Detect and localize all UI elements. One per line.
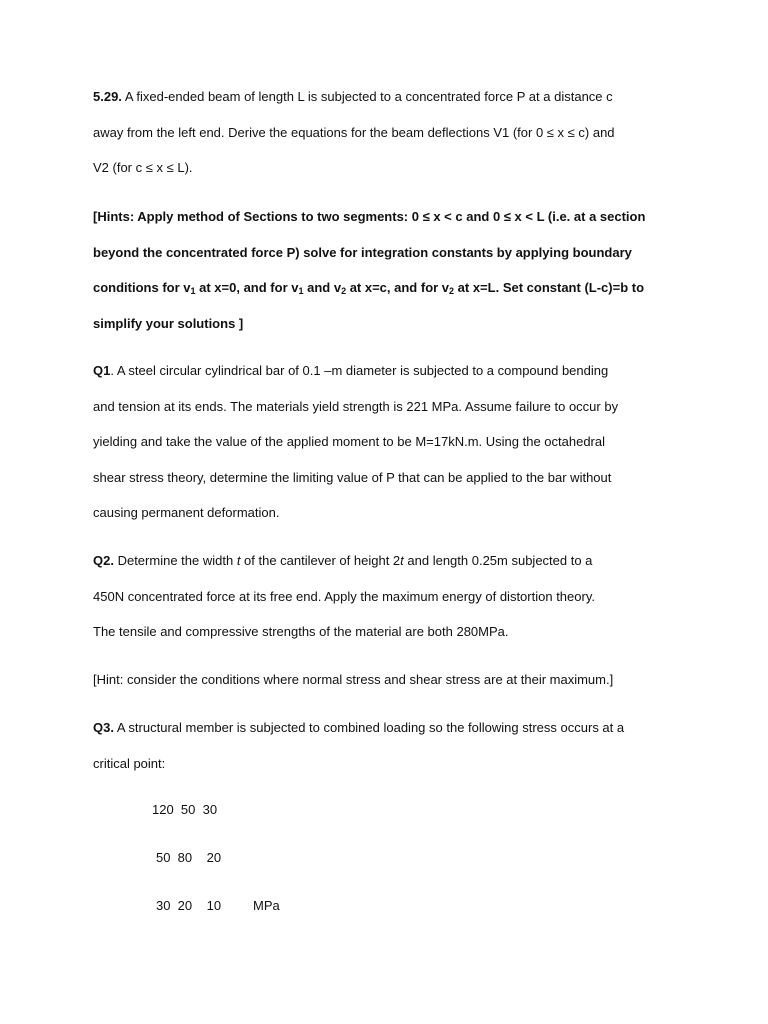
hints-line-1: [Hints: Apply method of Sections to two segments: 0 ≤ x < c and 0 ≤ x < L (i.e. at a section [93,209,646,224]
q1-line-3: yielding and take the value of the applied moment to be M=17kN.m. Using the octahedral [93,434,606,449]
hints-line-4: simplify your solutions ] [93,315,244,331]
problem-5-29-line-2: away from the left end. Derive the equations for the beam deflections V1 (for 0 ≤ x ≤ c) and [93,124,615,140]
question-number: Q3. [93,720,114,735]
problem-5-29-line-3: V2 (for c ≤ x ≤ L). [93,160,193,175]
matrix-row-3: 30 20 10 [156,898,222,913]
stress-unit-label: MPa [253,898,280,913]
question-2 [93,543,683,650]
question-3 [93,710,683,781]
q3-line-2: critical point: [93,755,166,771]
q2-line-3: The tensile and compressive strengths of the material are both 280MPa. [93,624,509,639]
matrix-row-1: 120 50 30 [152,802,218,817]
hints-line-2: beyond the concentrated force P) solve for integration constants by applying boundary [93,244,632,260]
hints-line-3: conditions for $v_1$ at x=0, and for $v_1$ and $v_2$ at x=c, and for $v_2$ at x=L. Set constant (L-c)=b to [93,280,645,296]
question-number: Q2. [93,553,114,568]
q2-line-2: 450N concentrated force at its free end. Apply the maximum energy of distortion theory. [93,588,595,604]
problem-5-29-line-1: 5.29. A fixed-ended beam of length L is subjected to a concentrated force P at a distance c [93,89,613,104]
problem-5-29 [93,79,683,186]
q1-line-1: Q1. A steel circular cylindrical bar of 0.1 –m diameter is subjected to a compound bending [93,363,609,378]
q1-line-5: causing permanent deformation. [93,505,280,520]
problem-5-29-hints [93,199,683,341]
problem-number: 5.29. [93,89,122,104]
question-number: Q1 [93,363,111,378]
q2-line-1: Q2. Determine the width t of the cantilever of height 2t and length 0.25m subjected to a [93,553,593,568]
q1-line-2: and tension at its ends. The materials yield strength is 221 MPa. Assume failure to occur by [93,398,619,414]
q2-hint-line: [Hint: consider the conditions where normal stress and shear stress are at their maximum.] [93,672,614,687]
question-1 [93,353,683,531]
matrix-row-2: 50 80 20 [156,850,222,865]
q3-line-1: Q3. A structural member is subjected to combined loading so the following stress occurs at a [93,720,625,735]
question-2-hint [93,662,683,698]
q1-line-4: shear stress theory, determine the limiting value of P that can be applied to the bar without [93,469,612,485]
